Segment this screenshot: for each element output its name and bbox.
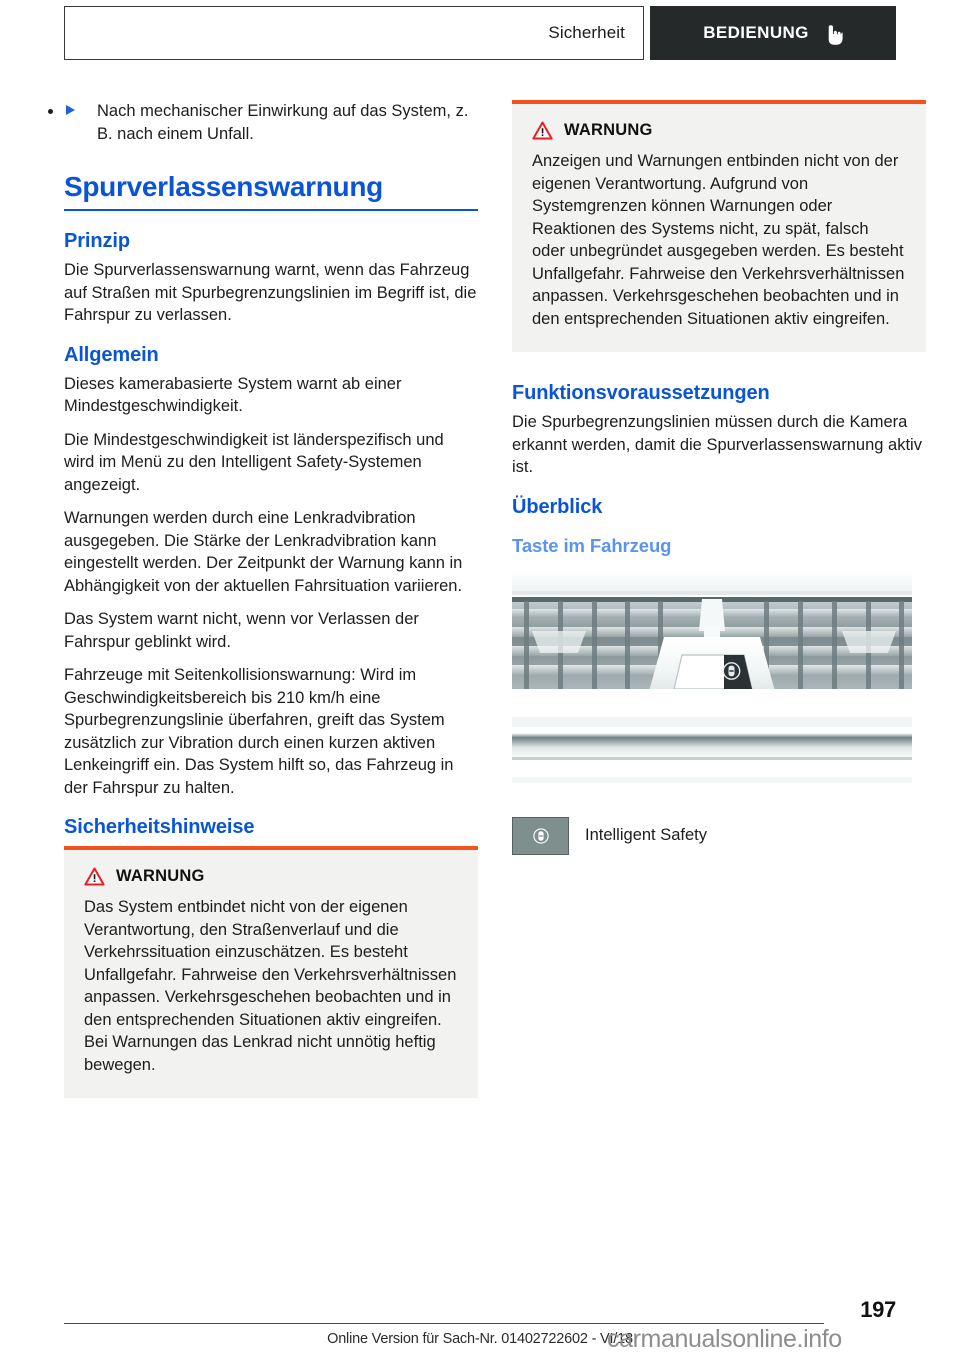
- page-title: Spurverlassenswarnung: [64, 171, 478, 211]
- left-column: [64, 100, 478, 1098]
- warning-label: WARNUNG: [116, 867, 205, 885]
- warning-triangle-icon: [532, 121, 553, 140]
- heading-allgemein: Allgemein: [64, 343, 159, 366]
- footer-note: Online Version für Sach-Nr. 01402722602 - VI/18: [327, 1331, 633, 1347]
- footer-divider: [64, 1323, 824, 1324]
- intelligent-safety-icon: [512, 817, 569, 855]
- header-chapter-label: Sicherheit: [548, 23, 625, 42]
- paragraph: Das System warnt nicht, wenn vor Verlassen der Fahrspur geblinkt wird.: [64, 610, 419, 651]
- list-item-text: Nach mechanischer Einwirkung auf das System, z. B. nach einem Unfall.: [97, 102, 469, 143]
- paragraph: Die Mindestgeschwindigkeit ist länderspezifisch und wird im Menü zu den Intelligent Safety-Systemen angezeigt.: [64, 430, 444, 494]
- paragraph: Die Spurverlassenswarnung warnt, wenn das Fahrzeug auf Straßen mit Spurbegrenzungslinien im Begriff ist, die Fahrspur zu verlassen.: [64, 261, 477, 324]
- legend-label: Intelligent Safety: [585, 826, 707, 844]
- heading-ueberblick: Überblick: [512, 495, 603, 518]
- pointing-hand-icon: [823, 24, 843, 46]
- right-column: [512, 100, 926, 855]
- paragraph: Fahrzeuge mit Seitenkollisionswarnung: Wird im Geschwindigkeitsbereich bis 210 km/h eine Spurbegrenzungslinie überfahren, greift das System zusätzlich zur Vibration durch einen kurzen aktiven Lenkeingriff ein. Das System hilft so, das Fahrzeug in der Fahrspur zu halten.: [64, 666, 454, 797]
- triangle-bullet-icon: [66, 105, 75, 115]
- header-section-box: [650, 6, 896, 60]
- paragraph: Die Spurbegrenzungslinien müssen durch die Kamera erkannt werden, damit die Spurverlassenswarnung aktiv ist.: [512, 413, 922, 476]
- warning-box: [64, 846, 478, 1098]
- subheading-taste-im-fahrzeug: Taste im Fahrzeug: [512, 534, 672, 556]
- warning-label: WARNUNG: [564, 121, 653, 139]
- warning-header: [532, 121, 906, 140]
- warning-text: Anzeigen und Warnungen entbinden nicht von der eigenen Verantwortung. Aufgrund von Systemgrenzen können Warnungen oder Reaktionen des Systems nicht, zu spät, falsch oder unbegründet ausgegeben werden. Es besteht Unfallgefahr. Fahrweise den Verkehrsverhältnissen anpassen. Verkehrsgeschehen beobachten und in den entsprechenden Situationen aktiv eingreifen.: [532, 152, 905, 328]
- list-item: [64, 100, 478, 145]
- paragraph: Dieses kamerabasierte System warnt ab einer Mindestgeschwindigkeit.: [64, 374, 402, 415]
- paragraph: Warnungen werden durch eine Lenkradvibration ausgegeben. Die Stärke der Lenkradvibration kann eingestellt werden. Der Zeitpunkt der Warnung kann in Abhängigkeit von der aktuellen Fahrsituation variieren.: [64, 509, 463, 595]
- warning-header: [84, 867, 458, 886]
- dashboard-vent-button-photo: [512, 571, 912, 799]
- heading-sicherheitshinweise: Sicherheitshinweise: [64, 816, 255, 838]
- header-chapter-box: [64, 6, 644, 60]
- warning-triangle-icon: [84, 867, 105, 886]
- page-number: 197: [860, 1297, 896, 1322]
- legend-item: [512, 817, 926, 855]
- watermark: carmanualsonline.info: [607, 1325, 842, 1353]
- intro-bullet-list: [64, 100, 478, 145]
- heading-prinzip: Prinzip: [64, 230, 130, 252]
- warning-text: Das System entbindet nicht von der eigenen Verantwortung, den Straßenverlauf und die Verkehrssituation einzuschätzen. Es besteht Unfallgefahr. Fahrweise den Verkehrsverhältnissen anpassen. Verkehrsgeschehen beobachten und in den entsprechenden Situationen aktiv eingreifen. Bei Warnungen das Lenkrad nicht unnötig heftig bewegen.: [84, 898, 457, 1074]
- heading-funktionsvoraussetzungen: Funktionsvoraussetzungen: [512, 382, 770, 404]
- page-header: [64, 6, 896, 60]
- warning-box: [512, 100, 926, 352]
- header-section-label: BEDIENUNG: [703, 23, 809, 42]
